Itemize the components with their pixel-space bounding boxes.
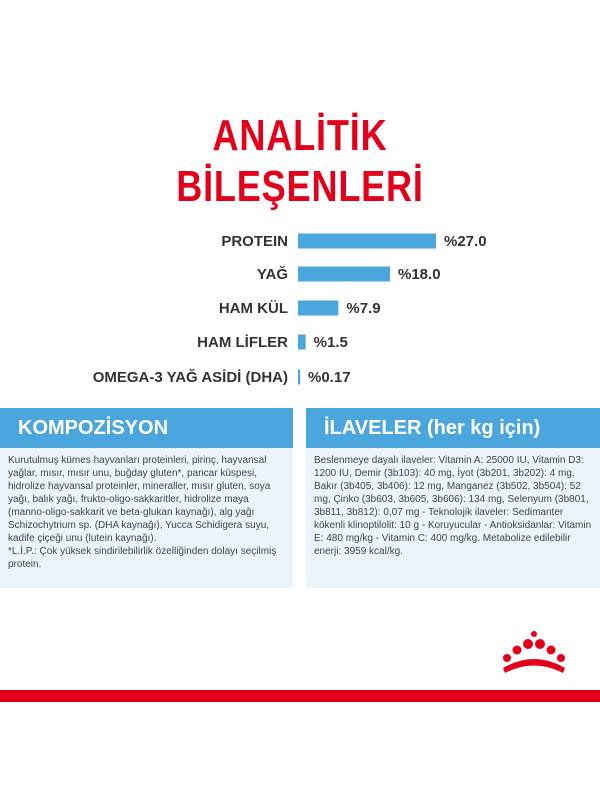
chart-title-line-1: ANALİTİK (212, 111, 388, 160)
value-label: %0.17 (308, 369, 351, 386)
value-label: %18.0 (398, 266, 441, 283)
composition-panel (0, 448, 293, 588)
royal-canin-crown-icon (497, 628, 569, 676)
bar (298, 301, 338, 316)
value-label: %1.5 (313, 334, 348, 351)
composition-heading: KOMPOZİSYON (0, 408, 293, 448)
value-label: %7.9 (346, 300, 381, 317)
composition-text: Kurutulmuş kümes hayvanları proteinleri, pirinç, hayvansal yağlar, mısır, mısır unu, buğday gluten*, pancar küspesi, hidrolize hayvansal proteinler, mineraller, mısır gluten, soya yağı, balık yağı, frukto-oligo-sakkaritler, hidrolize maya (manno-oligo-sakkarit ve beta-glukan kaynağı), alg yağı Schizochytrium sp. (DHA kaynağı), Yucca Schidigera suyu, kadife çiçeği unu (lutein kaynağı). (8, 455, 271, 544)
category-label: OMEGA-3 YAĞ ASİDİ (DHA) (92, 369, 288, 386)
additives-panel (306, 448, 600, 588)
bar (298, 234, 436, 249)
additives-heading: İLAVELER (her kg için) (306, 408, 600, 448)
brand-red-line (0, 690, 600, 702)
category-label: PROTEIN (221, 233, 288, 250)
bar (298, 335, 306, 350)
bar (298, 370, 300, 385)
category-label: HAM KÜL (218, 300, 288, 317)
composition-footnote: *L.İ.P.: Çok yüksek sindirilebilirlik özelliğinden dolayı seçilmiş protein. (8, 546, 277, 570)
category-label: YAĞ (256, 266, 288, 283)
bar (298, 267, 390, 282)
category-label: HAM LİFLER (197, 334, 288, 351)
value-label: %27.0 (444, 233, 487, 250)
chart-title-line-2: BİLEŞENLERİ (176, 162, 424, 211)
additives-text: Beslenmeye dayalı ilaveler: Vitamin A: 25000 IU, Vitamin D3: 1200 IU, Demir (3b103): 40 mg, İyot (3b201, 3b202): 4 mg, Bakır (3b405, 3b406): 12 mg, Manganez (3b502, 3b504): 52 mg, Çinko (3b603, 3b605, 3b606): 134 mg, Selenyum (3b801, 3b811, 3b812): 0,07 mg - Teknolojik ilaveler: Sedimanter kökenli klinoptilolit: 10 g - Koruyucular - Antioksidanlar: Vitamin E: 480 mg/kg - Vitamin C: 400 mg/kg. Metabolize edilebilir enerji: 3959 kcal/kg. (314, 455, 592, 557)
